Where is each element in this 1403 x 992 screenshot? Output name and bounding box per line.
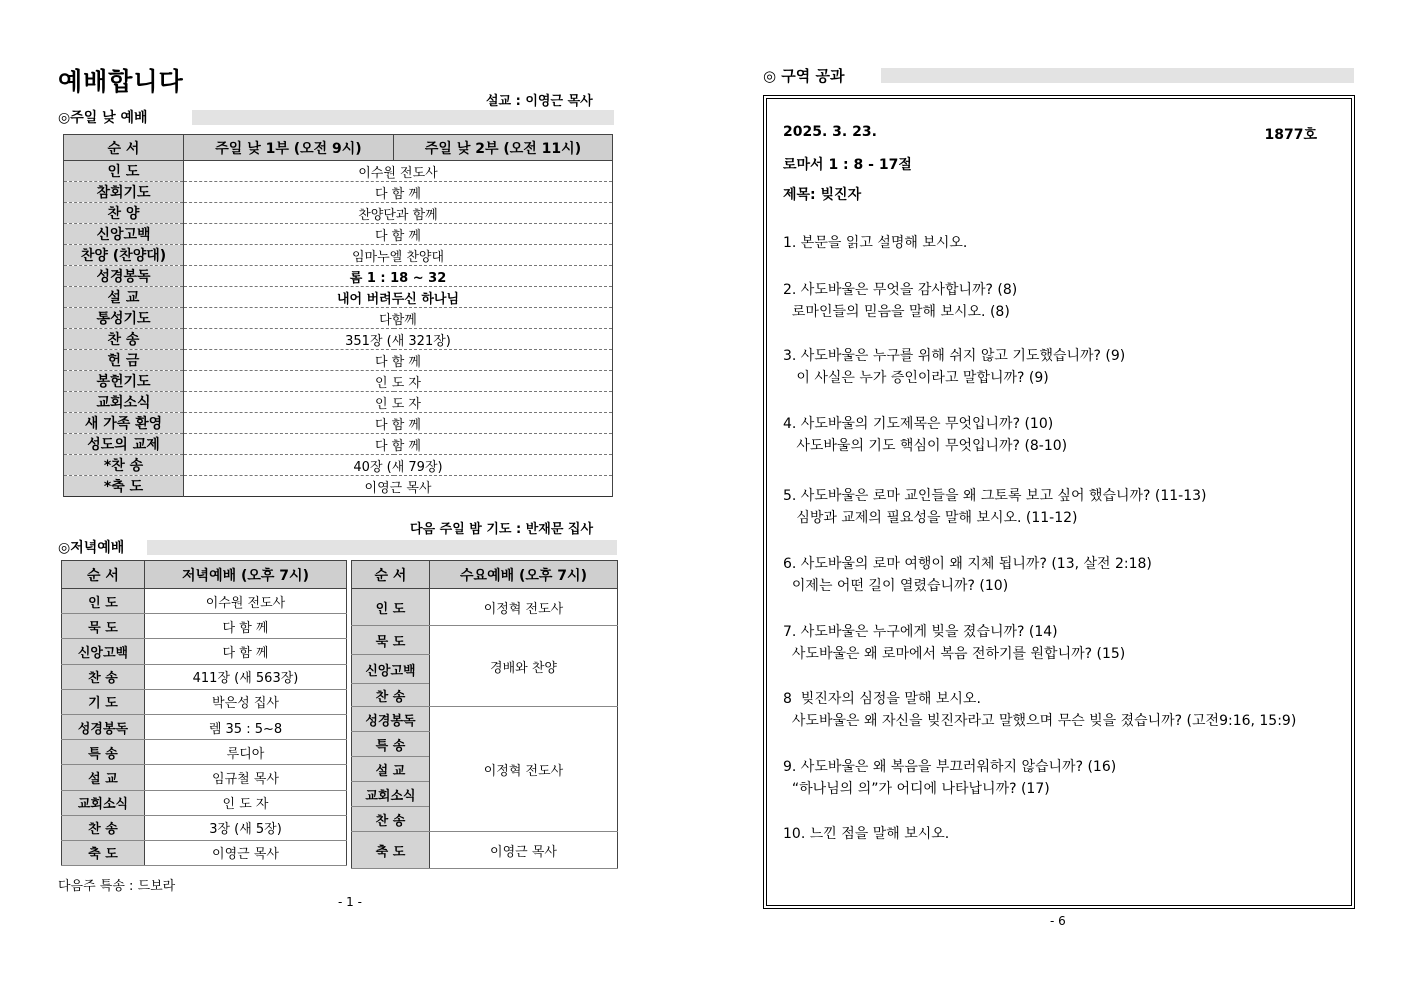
order-value: 다 함 께: [184, 350, 613, 371]
table-row: [64, 329, 613, 350]
table-row: [64, 455, 613, 476]
order-value: 40장 (새 79장): [184, 455, 613, 476]
evening-order-label: 찬 송: [62, 664, 145, 689]
order-label: 통성기도: [64, 308, 184, 329]
lesson-question: [783, 279, 1017, 323]
question-text: 5. 사도바울은 로마 교인들을 왜 그토록 보고 싶어 했습니까? (11-13): [783, 488, 1207, 504]
order-label: 성도의 교제: [64, 434, 184, 455]
table-row: [64, 203, 613, 224]
order-label: *찬 송: [64, 455, 184, 476]
question-subtext: 이 사실은 누가 증인이라고 말합니까? (9): [783, 370, 1049, 386]
evening-service-table: [61, 560, 347, 866]
order-label: 찬양 (찬양대): [64, 245, 184, 266]
lesson-scripture: 로마서 1 : 8 - 17절: [783, 157, 912, 173]
wed-label-8: 찬 송: [352, 807, 430, 832]
evening-order-value: 411장 (새 563장): [145, 664, 347, 689]
evening-order-value: 이영근 목사: [145, 840, 347, 865]
wed-preacher-value: 이정혁 전도사: [430, 707, 618, 832]
order-value: 임마누엘 찬양대: [184, 245, 613, 266]
lesson-date: 2025. 3. 23.: [783, 124, 877, 140]
evening-order-value: 임규철 목사: [145, 765, 347, 790]
wednesday-order-header: 순 서: [352, 561, 430, 589]
evening-order-label: 설 교: [62, 765, 145, 790]
table-row: [62, 714, 347, 739]
order-value: 인 도 자: [184, 371, 613, 392]
order-label: 신앙고백: [64, 224, 184, 245]
table-row: [62, 840, 347, 865]
question-text: 1. 본문을 읽고 설명해 보시오.: [783, 235, 968, 251]
evening-service-heading: ◎저녁예배: [58, 540, 125, 556]
table-row: [64, 413, 613, 434]
morning-service-table: [63, 134, 613, 497]
question-subtext: 로마인들의 믿음을 말해 보시오. (8): [783, 304, 1010, 320]
evening-order-label: 축 도: [62, 840, 145, 865]
question-subtext: 이제는 어떤 길이 열렸습니까? (10): [783, 578, 1009, 594]
table-row: [64, 245, 613, 266]
preacher-label: 설교 : 이영근 목사: [486, 94, 593, 109]
order-label: 찬 양: [64, 203, 184, 224]
wed-label-6: 설 교: [352, 757, 430, 782]
wed-label-7: 교회소식: [352, 782, 430, 807]
evening-order-value: 다 함 께: [145, 639, 347, 664]
question-text: 4. 사도바울의 기도제목은 무엇입니까? (10): [783, 416, 1054, 432]
evening-order-value: 박은성 집사: [145, 689, 347, 714]
lesson-question: [783, 553, 1152, 597]
table-row: [62, 765, 347, 790]
next-week-prayer: 다음 주일 밤 기도 : 반재문 집사: [410, 522, 594, 537]
cell-lesson-heading: ◎ 구역 공과: [763, 67, 845, 85]
table-row: [64, 266, 613, 287]
wed-praise-value: 경배와 찬양: [430, 626, 618, 707]
evening-order-value: 다 함 께: [145, 614, 347, 639]
first-service-header: 주일 낮 1부 (오전 9시): [184, 135, 394, 161]
wed-label-1: 묵 도: [352, 626, 430, 655]
question-subtext: 사도바울은 왜 자신을 빚진자라고 말했으며 무슨 빚을 졌습니까? (고전9:16, 15:9): [783, 713, 1297, 729]
evening-order-label: 묵 도: [62, 614, 145, 639]
question-subtext: 사도바울은 왜 로마에서 복음 전하기를 원합니까? (15): [783, 646, 1126, 662]
lesson-subject: 제목: 빚진자: [783, 187, 862, 203]
order-value: 이영근 목사: [184, 476, 613, 497]
lesson-question: [783, 485, 1207, 529]
wednesday-service-table: [351, 560, 618, 869]
table-row: [64, 371, 613, 392]
lesson-question: [783, 621, 1125, 665]
evening-order-label: 신앙고백: [62, 639, 145, 664]
order-label: *축 도: [64, 476, 184, 497]
order-label: 인 도: [64, 161, 184, 182]
table-row: [64, 392, 613, 413]
order-label: 새 가족 환영: [64, 413, 184, 434]
evening-order-header: 순 서: [62, 561, 145, 589]
table-row: [62, 815, 347, 840]
lesson-question: [783, 345, 1125, 389]
evening-heading-bar: [147, 540, 617, 555]
table-row: [62, 614, 347, 639]
lesson-box: [766, 98, 1352, 906]
next-special-song: 다음주 특송 : 드보라: [58, 879, 176, 894]
table-row: [62, 589, 347, 614]
order-value: 다 함 께: [184, 434, 613, 455]
wed-label-2: 신앙고백: [352, 655, 430, 684]
evening-time-header: 저녁예배 (오후 7시): [145, 561, 347, 589]
wed-benediction-value: 이영근 목사: [430, 832, 618, 869]
question-text: 8 빚진자의 심정을 말해 보시오.: [783, 691, 981, 707]
question-text: 9. 사도바울은 왜 복음을 부끄러워하지 않습니까? (16): [783, 759, 1117, 775]
evening-order-value: 이수원 전도사: [145, 589, 347, 614]
table-row: [62, 639, 347, 664]
table-row: [64, 287, 613, 308]
order-value: 351장 (새 321장): [184, 329, 613, 350]
evening-order-value: 렘 35 : 5~8: [145, 714, 347, 739]
table-row: [64, 224, 613, 245]
morning-service-heading: ◎주일 낮 예배: [58, 110, 148, 126]
second-service-header: 주일 낮 2부 (오전 11시): [394, 135, 613, 161]
table-row: [64, 476, 613, 497]
order-value: 다함께: [184, 308, 613, 329]
lesson-question: [783, 413, 1067, 457]
table-row: [64, 308, 613, 329]
cell-lesson-heading-bar: [881, 68, 1354, 83]
lesson-question: [783, 232, 967, 254]
order-label: 헌 금: [64, 350, 184, 371]
evening-order-label: 교회소식: [62, 790, 145, 815]
table-row: [62, 740, 347, 765]
page-number-left: - 1 -: [338, 895, 362, 909]
morning-heading-bar: [192, 110, 614, 125]
order-value: 찬양단과 함께: [184, 203, 613, 224]
order-value: 롬 1 : 18 ~ 32: [184, 266, 613, 287]
wednesday-time-header: 수요예배 (오후 7시): [430, 561, 618, 589]
table-row: [64, 350, 613, 371]
order-value: 이수원 전도사: [184, 161, 613, 182]
lesson-question: [783, 823, 949, 845]
order-label: 찬 송: [64, 329, 184, 350]
evening-order-value: 3장 (새 5장): [145, 815, 347, 840]
evening-order-label: 기 도: [62, 689, 145, 714]
wed-label-5: 특 송: [352, 732, 430, 757]
table-row: [64, 161, 613, 182]
order-label: 봉헌기도: [64, 371, 184, 392]
question-text: 2. 사도바울은 무엇을 감사합니까? (8): [783, 282, 1018, 298]
question-subtext: “하나님의 의”가 어디에 나타납니까? (17): [783, 781, 1050, 797]
table-row: [62, 790, 347, 815]
evening-order-label: 찬 송: [62, 815, 145, 840]
question-text: 6. 사도바울의 로마 여행이 왜 지체 됩니까? (13, 살전 2:18): [783, 556, 1152, 572]
order-label: 설 교: [64, 287, 184, 308]
table-row: [64, 434, 613, 455]
table-row: [62, 664, 347, 689]
evening-order-label: 인 도: [62, 589, 145, 614]
order-value: 내어 버려두신 하나님: [184, 287, 613, 308]
order-value: 다 함 께: [184, 413, 613, 434]
table-row: [62, 689, 347, 714]
order-label: 교회소식: [64, 392, 184, 413]
order-value: 다 함 께: [184, 224, 613, 245]
order-header: 순 서: [64, 135, 184, 161]
question-subtext: 사도바울의 기도 핵심이 무엇입니까? (8-10): [783, 438, 1068, 454]
wed-leader-value: 이정혁 전도사: [430, 589, 618, 626]
order-label: 성경봉독: [64, 266, 184, 287]
lesson-question: [783, 688, 1296, 732]
question-subtext: 심방과 교제의 필요성을 말해 보시오. (11-12): [783, 510, 1078, 526]
evening-order-label: 특 송: [62, 740, 145, 765]
evening-order-label: 성경봉독: [62, 714, 145, 739]
order-label: 참회기도: [64, 182, 184, 203]
question-text: 3. 사도바울은 누구를 위해 쉬지 않고 기도했습니까? (9): [783, 348, 1126, 364]
wed-label-0: 인 도: [352, 589, 430, 626]
evening-order-value: 인 도 자: [145, 790, 347, 815]
order-value: 다 함 께: [184, 182, 613, 203]
page-number-right: - 6: [1050, 914, 1066, 928]
evening-order-value: 루디아: [145, 740, 347, 765]
wed-label-4: 성경봉독: [352, 707, 430, 732]
question-text: 10. 느낀 점을 말해 보시오.: [783, 826, 950, 842]
page-title: 예배합니다: [58, 67, 184, 96]
wed-label-9: 축 도: [352, 832, 430, 869]
lesson-question: [783, 756, 1116, 800]
issue-number: 1877호: [1264, 127, 1317, 143]
order-value: 인 도 자: [184, 392, 613, 413]
question-text: 7. 사도바울은 누구에게 빚을 졌습니까? (14): [783, 624, 1058, 640]
table-row: [64, 182, 613, 203]
wed-label-3: 찬 송: [352, 684, 430, 707]
